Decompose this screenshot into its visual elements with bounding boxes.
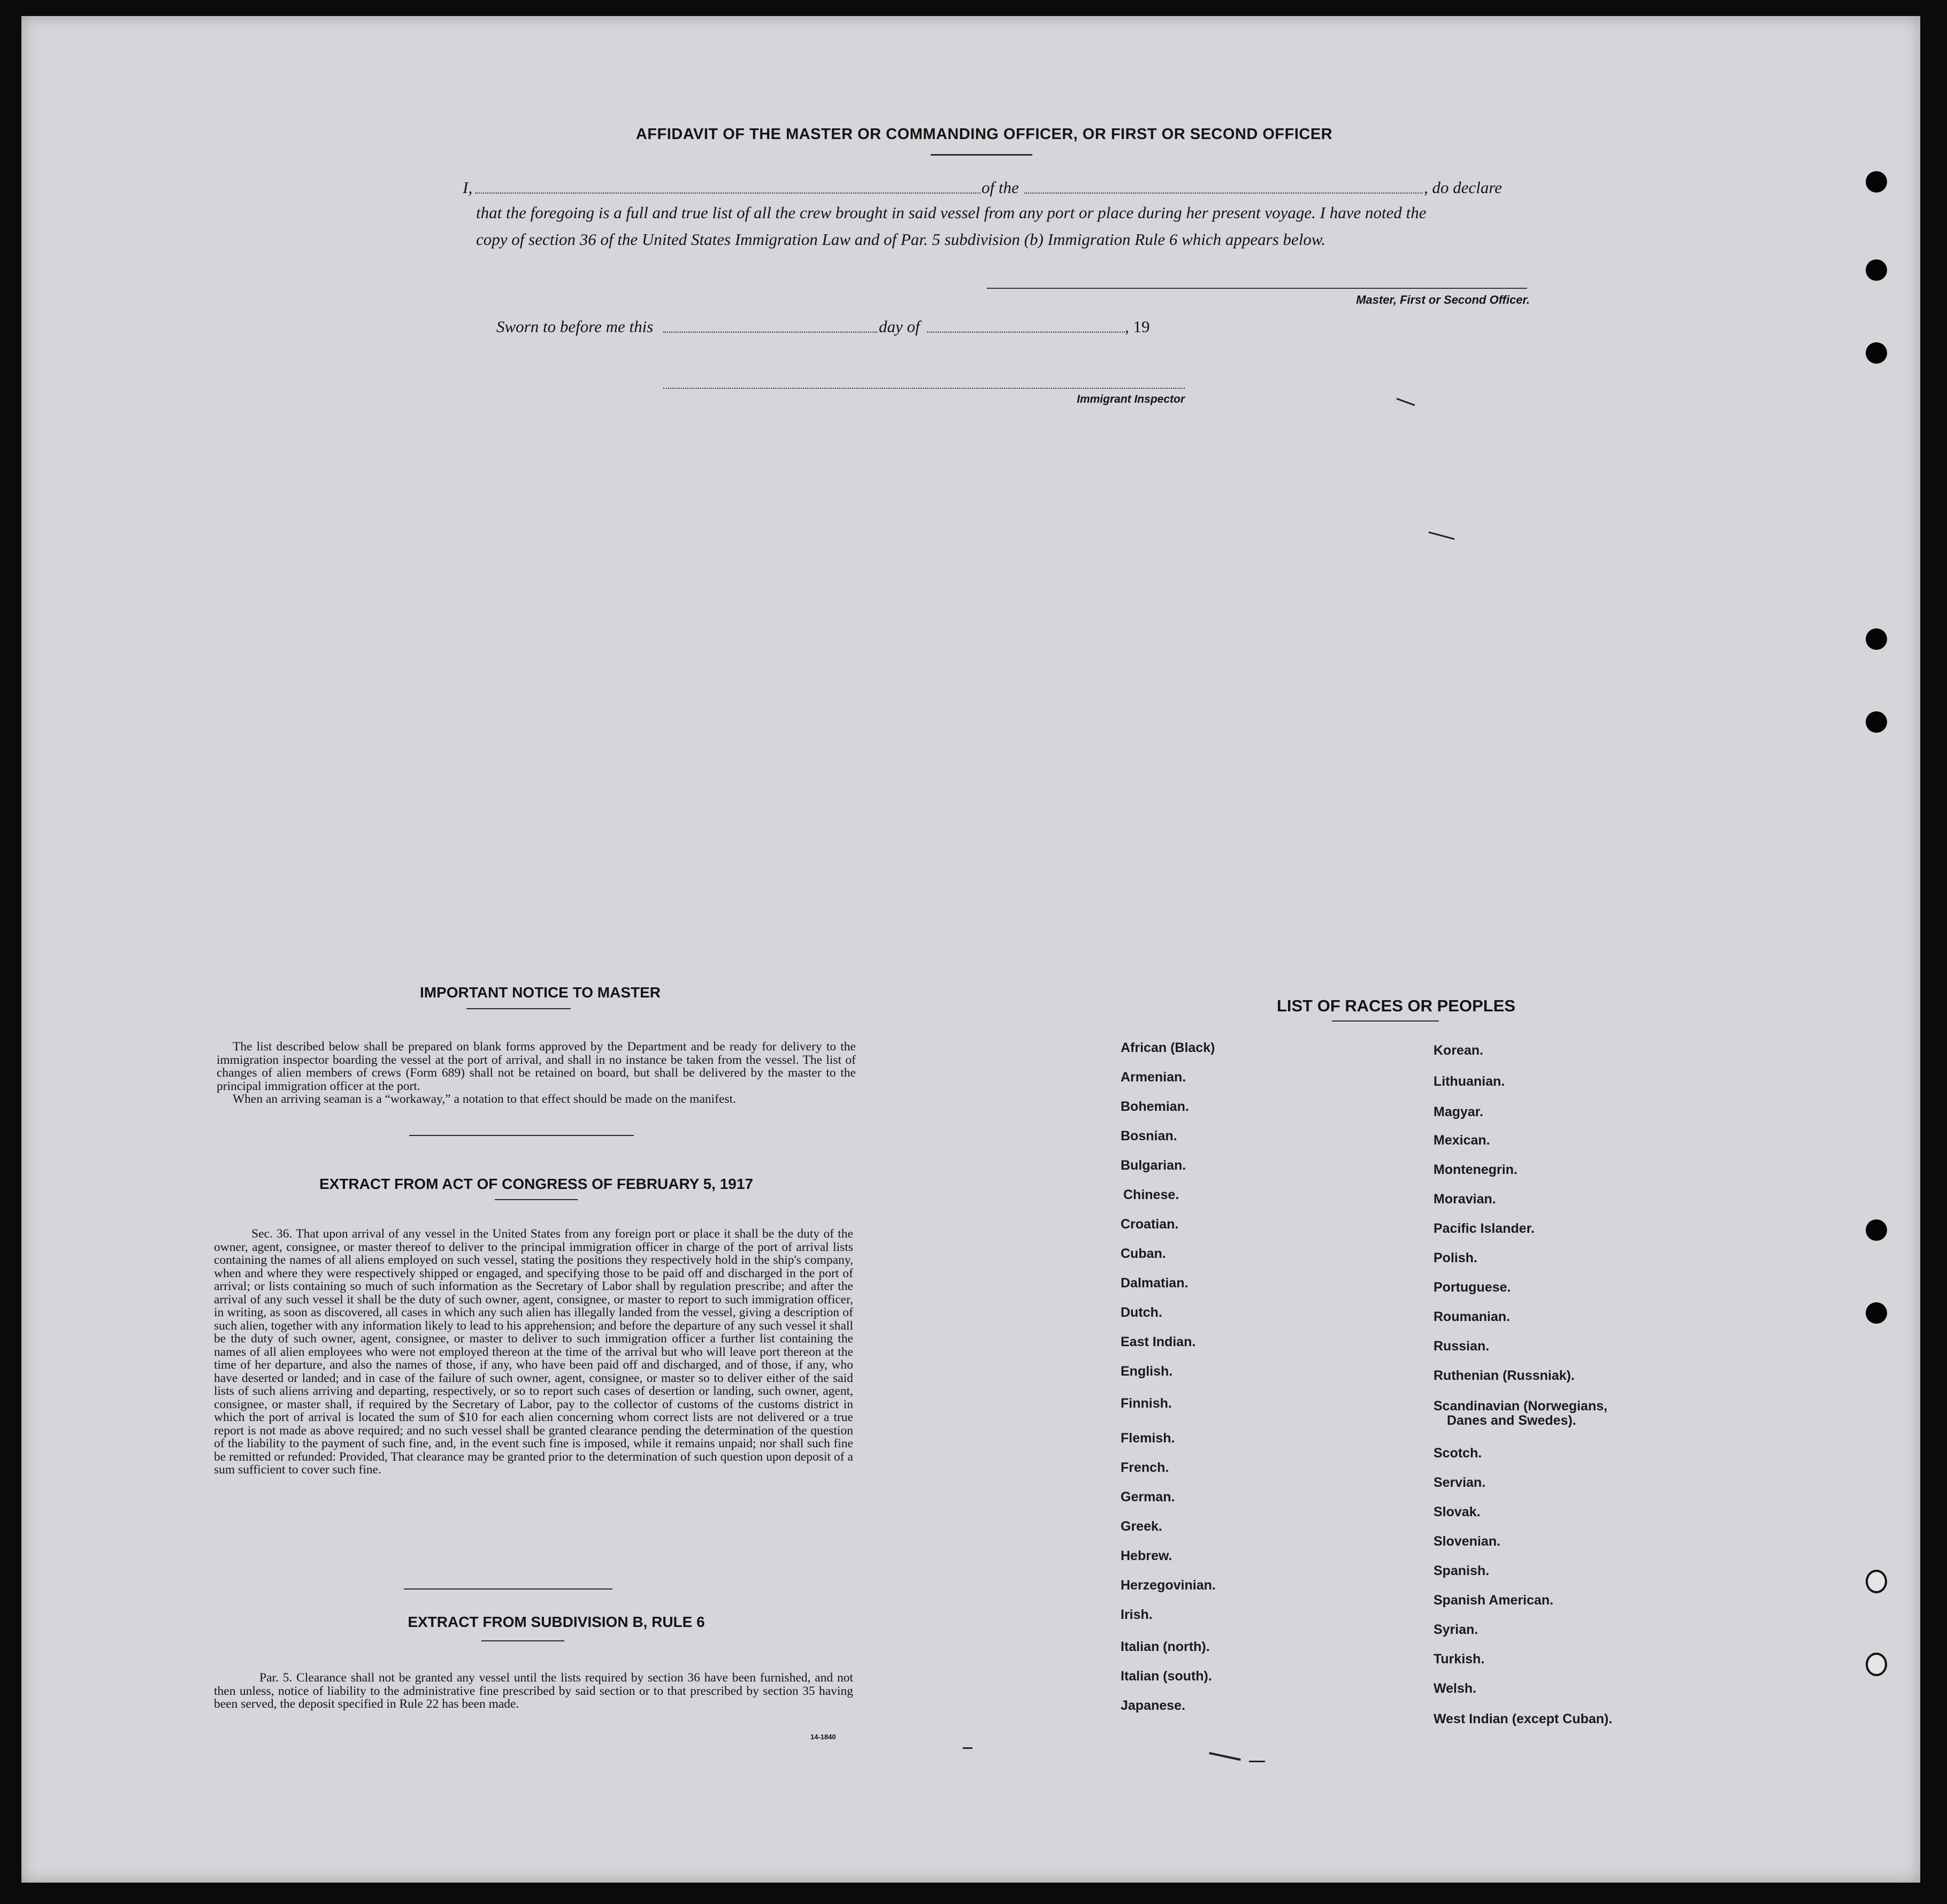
race-item: Korean. [1434, 1043, 1484, 1058]
affiant-name-field[interactable] [475, 193, 980, 194]
form-number: 14-1840 [810, 1733, 836, 1741]
race-item: Bosnian. [1121, 1128, 1177, 1143]
race-item: Herzegovinian. [1121, 1578, 1216, 1593]
extract-rule-body [214, 1671, 853, 1711]
race-item: Portuguese. [1434, 1280, 1511, 1295]
extract-rule-title: EXTRACT FROM SUBDIVISION B, RULE 6 [408, 1614, 705, 1630]
sworn-day-field[interactable] [663, 332, 877, 333]
binder-hole [1866, 1653, 1887, 1676]
race-item: Italian (south). [1121, 1669, 1212, 1684]
notice-paragraph-1: The list described below shall be prepared on blank forms approved by the Department and be ready for delivery to the immigration inspector boarding the vessel at the port of arrival, and shall in no instance be taken from the vessel. The list of changes of alien members of crews (Form 689) shall not be retained on board, but shall be delivered by the master to the principal immigration officer at the port. [217, 1040, 856, 1093]
smudge [963, 1747, 972, 1749]
race-item: West Indian (except Cuban). [1434, 1711, 1613, 1726]
race-item: Polish. [1434, 1250, 1477, 1265]
race-item: Spanish American. [1434, 1593, 1554, 1608]
race-item: Roumanian. [1434, 1309, 1511, 1324]
race-item: Greek. [1121, 1519, 1162, 1534]
race-item: Bulgarian. [1121, 1158, 1186, 1173]
master-signature-line[interactable] [987, 288, 1527, 289]
divider [466, 1008, 571, 1009]
race-item: Cuban. [1121, 1246, 1166, 1261]
race-item: Japanese. [1121, 1698, 1185, 1713]
vessel-of-label: of the [982, 178, 1019, 197]
binder-hole [1866, 1570, 1887, 1593]
affidavit-text-line3: copy of section 36 of the United States Immigration Law and of Par. 5 subdivision (b) Immigration Rule 6 which appears below. [476, 230, 1326, 249]
race-item: Turkish. [1434, 1652, 1485, 1667]
race-item: Mexican. [1434, 1133, 1490, 1148]
race-item: Russian. [1434, 1339, 1490, 1354]
divider [495, 1199, 578, 1200]
declare-label: , do declare [1424, 178, 1503, 197]
vessel-name-field[interactable] [1024, 193, 1423, 194]
race-item: Bohemian. [1121, 1099, 1189, 1114]
sworn-month-field[interactable] [927, 332, 1125, 333]
notice-body [217, 1040, 856, 1106]
race-item: Scandinavian (Norwegians, [1434, 1399, 1608, 1414]
race-item: Danes and Swedes). [1447, 1413, 1576, 1428]
race-item: Moravian. [1434, 1192, 1496, 1207]
race-item: Servian. [1434, 1475, 1486, 1490]
smudge [1428, 532, 1454, 540]
extract-act-body [214, 1227, 853, 1477]
race-item: French. [1121, 1460, 1169, 1475]
document-page [21, 16, 1920, 1883]
day-of-label: day of [879, 317, 920, 336]
race-item: Croatian. [1121, 1217, 1179, 1232]
race-item: Montenegrin. [1434, 1162, 1517, 1177]
affiant-label: I, [463, 178, 473, 197]
race-item: Finnish. [1121, 1396, 1172, 1411]
smudge [1209, 1752, 1241, 1761]
inspector-label: Immigrant Inspector [1077, 393, 1185, 405]
race-item: Spanish. [1434, 1563, 1490, 1578]
race-item: Scotch. [1434, 1446, 1482, 1461]
affidavit-text-line2: that the foregoing is a full and true list of all the crew brought in said vessel from any port or place during her present voyage. I have noted the [476, 203, 1427, 222]
race-item: Dalmatian. [1121, 1276, 1189, 1291]
divider [931, 154, 1032, 156]
race-item: Pacific Islander. [1434, 1221, 1535, 1236]
race-item: Italian (north). [1121, 1639, 1210, 1654]
extract-act-title: EXTRACT FROM ACT OF CONGRESS OF FEBRUARY 5, 1917 [319, 1176, 754, 1192]
race-item: Ruthenian (Russniak). [1434, 1368, 1575, 1383]
divider [404, 1588, 612, 1590]
binder-hole [1866, 1219, 1887, 1241]
race-item: Lithuanian. [1434, 1074, 1505, 1089]
section-36-text: Sec. 36. That upon arrival of any vessel in the United States from any foreign port or place it shall be the duty of the owner, agent, consignee, or master thereof to deliver to the principal immigration officer in charge of the port of arrival lists containing the names of all aliens employed on such vessel, stating the positions they respectively hold in the ship's company, when and where they were respectively shipped or engaged, and specifying those to be paid off and discharged in the port of arrival; or lists containing so much of such information as the Secretary of Labor shall by regulation prescribe; and after the arrival of any such vessel it shall be the duty of such owner, agent, consignee, or master to report to such immigration officer, in writing, as soon as discovered, all cases in which any such alien has illegally landed from the vessel, giving a description of such alien, together with any information likely to lead to his apprehension; and before the departure of any such vessel it shall be the duty of such owner, agent, consignee, or master to deliver to such immigration officer a further list containing the names of all alien employees who were not employed thereon at the time of the arrival but who will leave port thereon at the time of her departure, and also the names of those, if any, who have been paid off and discharged, and of those, if any, who have deserted or landed; and in case of the failure of such owner, agent, consignee, or master so to deliver either of the said lists of such aliens arriving and departing, respectively, or so to report such cases of desertion or landing, such owner, agent, consignee, or master shall, if required by the Secretary of Labor, pay to the collector of customs of the customs district in which the port of arrival is located the sum of $10 for each alien concerning whom correct lists are not delivered or a true report is not made as above required; and no such vessel shall be granted clearance pending the determination of the question of the liability to the payment of such fine, and, in the event such fine is imposed, while it remains unpaid; nor shall such fine be remitted or refunded: Provided, That clearance may be granted prior to the determination of such question upon deposit of a sum sufficient to cover such fine. [214, 1227, 853, 1477]
notice-paragraph-2: When an arriving seaman is a “workaway,” a notation to that effect should be made on the manifest. [233, 1092, 736, 1106]
race-item: Flemish. [1121, 1431, 1175, 1446]
race-item: English. [1121, 1364, 1173, 1379]
races-title: LIST OF RACES OR PEOPLES [1276, 996, 1516, 1015]
race-item: African (Black) [1121, 1040, 1215, 1055]
master-signature-label: Master, First or Second Officer. [1356, 293, 1530, 306]
race-item: Dutch. [1121, 1305, 1162, 1320]
smudge [1249, 1761, 1265, 1762]
notice-title: IMPORTANT NOTICE TO MASTER [419, 984, 661, 1001]
race-item: Magyar. [1434, 1104, 1484, 1119]
binder-hole [1866, 628, 1887, 650]
race-item: Slovenian. [1434, 1534, 1501, 1549]
binder-hole [1866, 342, 1887, 364]
binder-hole [1866, 1302, 1887, 1324]
divider [1332, 1020, 1439, 1022]
binder-hole [1866, 259, 1887, 281]
binder-hole [1866, 171, 1887, 193]
race-item: Irish. [1121, 1607, 1153, 1622]
inspector-signature-line[interactable] [663, 388, 1185, 389]
race-item: East Indian. [1121, 1334, 1196, 1349]
race-item: Welsh. [1434, 1681, 1477, 1696]
divider [481, 1640, 564, 1641]
year-label: , 19 [1125, 317, 1150, 336]
binder-hole [1866, 711, 1887, 733]
divider [409, 1135, 634, 1136]
race-item: Slovak. [1434, 1504, 1481, 1519]
par-5-text: Par. 5. Clearance shall not be granted any vessel until the lists required by section 36 have been furnished, and not then unless, notice of liability to the administrative fine prescribed by said section or to that prescribed by section 35 having been served, the deposit specified in Rule 22 has been made. [214, 1671, 853, 1711]
affidavit-title: AFFIDAVIT OF THE MASTER OR COMMANDING OFFICER, OR FIRST OR SECOND OFFICER [635, 126, 1333, 143]
race-item: Syrian. [1434, 1622, 1478, 1637]
smudge [1397, 398, 1415, 406]
race-item: Armenian. [1121, 1070, 1186, 1085]
race-item: Hebrew. [1121, 1548, 1172, 1563]
race-item: German. [1121, 1490, 1175, 1504]
race-item: Chinese. [1123, 1187, 1179, 1202]
sworn-label: Sworn to before me this [496, 317, 654, 336]
